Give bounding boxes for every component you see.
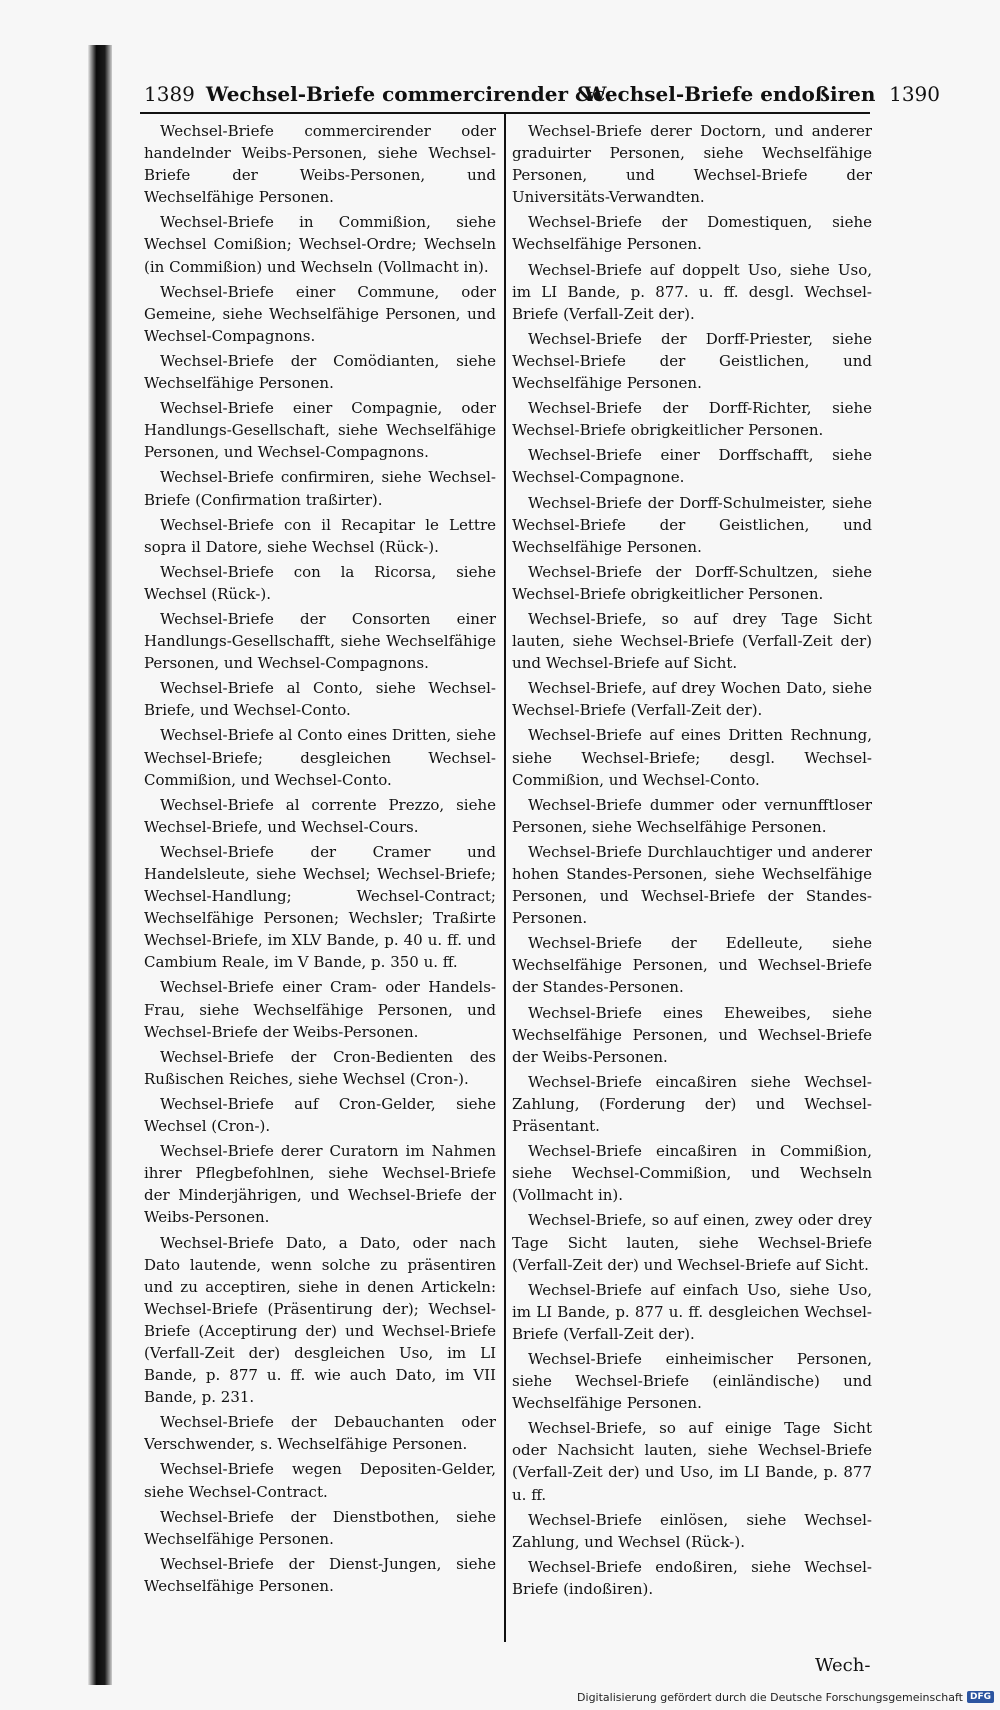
index-entry: Wechsel-Briefe wegen Depositen-Gelder, siehe Wechsel-Contract.	[144, 1460, 496, 1501]
index-entry: Wechsel-Briefe der Consorten einer Handlungs-Gesellschafft, siehe Wechselfähige Personen, und Wechsel-Compagnons.	[144, 609, 496, 673]
index-entry: Wechsel-Briefe derer Curatorn im Nahmen ihrer Pflegbefohlnen, siehe Wechsel-Briefe der Minderjährigen, und Wechsel-Briefe der Weibs-Personen.	[144, 1142, 496, 1227]
index-entry: Wechsel-Briefe al corrente Prezzo, siehe Wechsel-Briefe, und Wechsel-Cours.	[144, 795, 496, 836]
digitization-footer	[577, 1686, 994, 1708]
index-entry: Wechsel-Briefe, so auf einige Tage Sicht oder Nachsicht lauten, siehe Wechsel-Briefe (Verfall-Zeit der) und Uso, im LI Bande, p. 877 u. ff.	[512, 1419, 872, 1504]
index-entry: Wechsel-Briefe der Dorff-Priester, siehe Wechsel-Briefe der Geistlichen, und Wechselfähige Personen.	[512, 329, 872, 393]
index-entry: Wechsel-Briefe der Edelleute, siehe Wechselfähige Personen, und Wechsel-Briefe der Standes-Personen.	[512, 934, 872, 997]
index-entry: Wechsel-Briefe confirmiren, siehe Wechsel-Briefe (Confirmation traßirter).	[144, 468, 496, 509]
index-entry: Wechsel-Briefe, so auf einen, zwey oder drey Tage Sicht lauten, siehe Wechsel-Briefe (Verfall-Zeit der) und Wechsel-Briefe auf Sicht.	[512, 1211, 872, 1274]
index-entry: Wechsel-Briefe einlösen, siehe Wechsel-Zahlung, und Wechsel (Rück-).	[512, 1510, 872, 1551]
index-entry: Wechsel-Briefe dummer oder vernunfftloser Personen, siehe Wechselfähige Personen.	[512, 795, 872, 836]
index-entry: Wechsel-Briefe Durchlauchtiger und anderer hohen Standes-Personen, siehe Wechselfähige Personen, und Wechsel-Briefe der Standes-Personen.	[512, 842, 872, 928]
index-entry: Wechsel-Briefe, so auf drey Tage Sicht lauten, siehe Wechsel-Briefe (Verfall-Zeit der) und Wechsel-Briefe auf Sicht.	[512, 609, 872, 673]
left-running-title: Wechsel-Briefe commercirender &c.	[205, 82, 613, 106]
index-entry: Wechsel-Briefe einer Cram- oder Handels-Frau, siehe Wechselfähige Personen, und Wechsel-Briefe der Weibs-Personen.	[144, 978, 496, 1041]
book-binding-edge	[88, 45, 112, 1685]
index-entry: Wechsel-Briefe endoßiren, siehe Wechsel-Briefe (indoßiren).	[512, 1557, 872, 1598]
index-entry: Wechsel-Briefe der Cron-Bedienten des Rußischen Reiches, siehe Wechsel (Cron-).	[144, 1047, 496, 1088]
index-entry: Wechsel-Briefe einheimischer Personen, siehe Wechsel-Briefe (einländische) und Wechselfähige Personen.	[512, 1349, 872, 1413]
index-entry: Wechsel-Briefe einer Commune, oder Gemeine, siehe Wechselfähige Personen, und Wechsel-Compagnons.	[144, 282, 496, 345]
index-entry: Wechsel-Briefe einer Compagnie, oder Handlungs-Gesellschaft, siehe Wechselfähige Personen, und Wechsel-Compagnons.	[144, 399, 496, 462]
index-entry: Wechsel-Briefe commercirender oder handelnder Weibs-Personen, siehe Wechsel-Briefe der Weibs-Personen, und Wechselfähige Personen.	[144, 122, 496, 207]
index-entry: Wechsel-Briefe con il Recapitar le Lettre sopra il Datore, siehe Wechsel (Rück-).	[144, 515, 496, 556]
index-entry: Wechsel-Briefe der Cramer und Handelsleute, siehe Wechsel; Wechsel-Briefe; Wechsel-Handlung; Wechsel-Contract; Wechselfähige Personen; Wechsler; Traßirte Wechsel-Briefe, im XLV Bande, p. 40 u. ff. und Cambium Reale, im V Bande, p. 350 u. ff.	[144, 842, 496, 972]
index-entry: Wechsel-Briefe der Domestiquen, siehe Wechselfähige Personen.	[512, 213, 872, 254]
left-header	[144, 82, 612, 106]
index-entry: Wechsel-Briefe der Dienstbothen, siehe Wechselfähige Personen.	[144, 1507, 496, 1548]
index-entry: Wechsel-Briefe der Dorff-Richter, siehe Wechsel-Briefe obrigkeitlicher Personen.	[512, 399, 872, 440]
dfg-logo-icon: DFG	[967, 1691, 994, 1703]
index-entry: Wechsel-Briefe auf eines Dritten Rechnung, siehe Wechsel-Briefe; desgl. Wechsel-Commißion, und Wechsel-Conto.	[512, 726, 872, 789]
index-entry: Wechsel-Briefe al Conto eines Dritten, siehe Wechsel-Briefe; desgleichen Wechsel-Commißion, und Wechsel-Conto.	[144, 726, 496, 789]
running-header	[144, 82, 940, 116]
index-entry: Wechsel-Briefe Dato, a Dato, oder nach Dato lautende, wenn solche zu präsentiren und zu acceptiren, siehe in denen Artickeln: Wechsel-Briefe (Präsentirung der); Wechsel-Briefe (Acceptirung der) und Wechsel-Briefe (Verfall-Zeit der) desgleichen Uso, im LI Bande, p. 877 u. ff. wie auch Dato, im VII Bande, p. 231.	[144, 1233, 496, 1407]
index-entry: Wechsel-Briefe der Dorff-Schultzen, siehe Wechsel-Briefe obrigkeitlicher Personen.	[512, 562, 872, 603]
index-entry: Wechsel-Briefe einer Dorffschafft, siehe Wechsel-Compagnone.	[512, 446, 872, 487]
index-entry: Wechsel-Briefe auf Cron-Gelder, siehe Wechsel (Cron-).	[144, 1094, 496, 1136]
left-column	[144, 120, 496, 1640]
index-entry: Wechsel-Briefe der Comödianten, siehe Wechselfähige Personen.	[144, 351, 496, 393]
index-entry: Wechsel-Briefe derer Doctorn, und anderer graduirter Personen, siehe Wechselfähige Personen, und Wechsel-Briefe der Universitäts-Verwandten.	[512, 122, 872, 207]
index-entry: Wechsel-Briefe auf doppelt Uso, siehe Uso, im LI Bande, p. 877. u. ff. desgl. Wechsel-Briefe (Verfall-Zeit der).	[512, 260, 872, 323]
index-entry: Wechsel-Briefe der Dorff-Schulmeister, siehe Wechsel-Briefe der Geistlichen, und Wechselfähige Personen.	[512, 493, 872, 556]
right-running-title: Wechsel-Briefe endoßiren	[584, 82, 876, 106]
index-entry: Wechsel-Briefe con la Ricorsa, siehe Wechsel (Rück-).	[144, 562, 496, 603]
catchword: Wech-	[815, 1655, 871, 1676]
index-entry: Wechsel-Briefe auf einfach Uso, siehe Uso, im LI Bande, p. 877 u. ff. desgleichen Wechsel-Briefe (Verfall-Zeit der).	[512, 1280, 872, 1343]
index-entry: Wechsel-Briefe eincaßiren siehe Wechsel-Zahlung, (Forderung der) und Wechsel-Präsentant.	[512, 1072, 872, 1136]
index-entry: Wechsel-Briefe eincaßiren in Commißion, siehe Wechsel-Commißion, und Wechseln (Vollmacht in).	[512, 1142, 872, 1205]
index-entry: Wechsel-Briefe, auf drey Wochen Dato, siehe Wechsel-Briefe (Verfall-Zeit der).	[512, 679, 872, 720]
column-divider	[504, 112, 506, 1642]
index-entry: Wechsel-Briefe in Commißion, siehe Wechsel Comißion; Wechsel-Ordre; Wechseln (in Commißion) und Wechseln (Vollmacht in).	[144, 213, 496, 276]
index-entry: Wechsel-Briefe eines Eheweibes, siehe Wechselfähige Personen, und Wechsel-Briefe der Weibs-Personen.	[512, 1003, 872, 1066]
right-column	[512, 120, 872, 1640]
index-entry: Wechsel-Briefe der Dienst-Jungen, siehe Wechselfähige Personen.	[144, 1554, 496, 1595]
right-page-number: 1390	[889, 82, 940, 106]
footer-text: Digitalisierung gefördert durch die Deutsche Forschungsgemeinschaft	[577, 1690, 963, 1704]
index-entry: Wechsel-Briefe der Debauchanten oder Verschwender, s. Wechselfähige Personen.	[144, 1413, 496, 1454]
left-page-number: 1389	[144, 82, 195, 106]
index-entry: Wechsel-Briefe al Conto, siehe Wechsel-Briefe, und Wechsel-Conto.	[144, 679, 496, 720]
